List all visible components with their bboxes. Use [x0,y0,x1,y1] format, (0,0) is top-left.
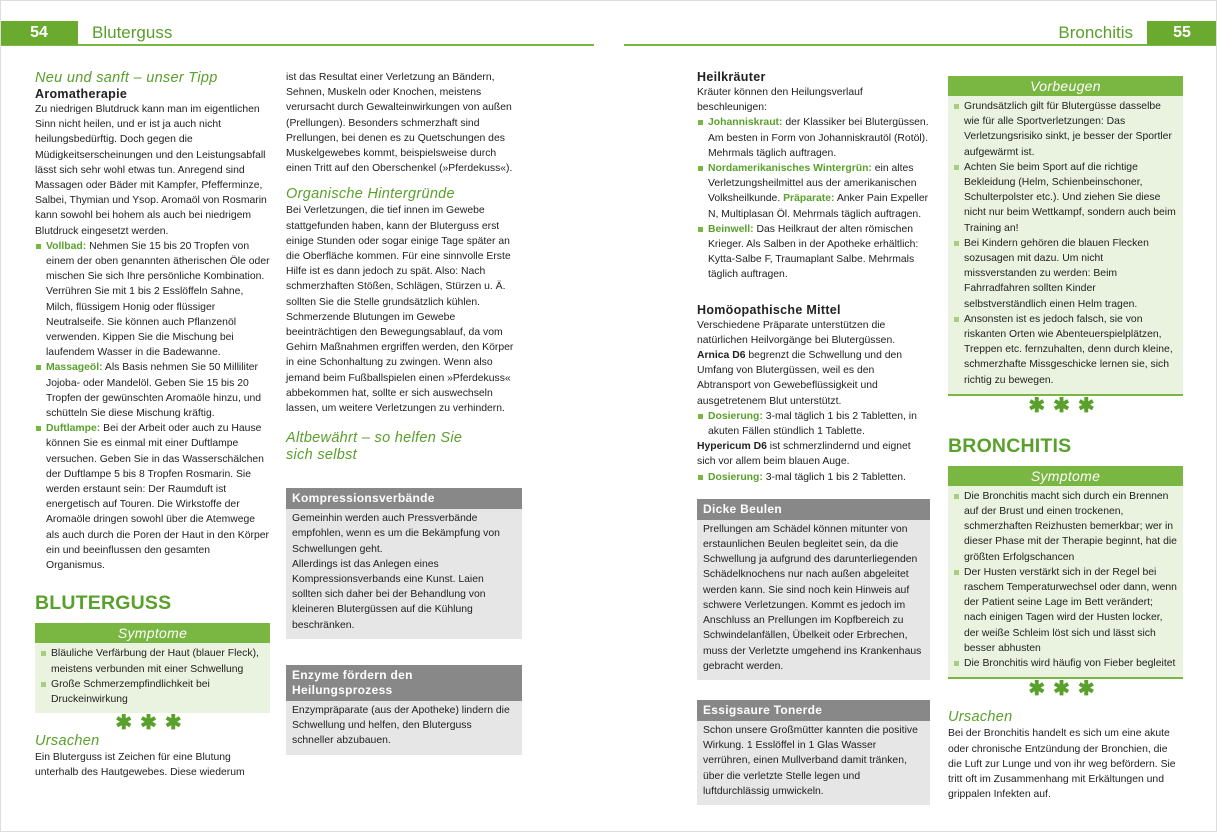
hypericum-text [697,439,930,469]
intro-text: ist das Resultat einer Verletzung an Bändern, Sehnen, Muskeln oder Knochen, meistens verursacht durch Gewalteinwirkungen von außen (Prellungen). Besonders schmerzhaft sind Prellungen, bei denen es zu Quetschungen des Muskelgewebes kommt, beispielsweise durch einen Tritt auf den Oberschenkel (»Pferdekuss«). [286,72,513,175]
tip-heading: Neu und sanft – unser Tipp [35,70,218,86]
symptoms-box [35,623,270,713]
list-item: Die Bronchitis macht sich durch ein Brennen auf der Brust und einen trockenen, schmerzhaften Reizhusten bemerkbar; wer in dieser Phase mit der Therapie beginnt, hat die größten Erfolgschancen [948,489,1183,565]
list-item: Bei Kindern gehören die blauen Flecken sozusagen mit dazu. Um nicht missverstanden zu werden: Beim Fahrradfahren sollten Kinder selbstverständlich einen Helm tragen. [948,236,1183,312]
remedy-desc: ist schmerzlindernd und eignet sich vor allem beim blauen Auge. [697,441,911,468]
list-item: Der Husten verstärkt sich in der Regel bei raschem Temperaturwechsel oder dann, wenn der Patient seine Lage im Bett verändert; nach einigen Tagen wird der Husten locker, der weiße Schleim löst sich und lässt sich besser abhusten [948,565,1183,656]
column-2 [286,70,522,755]
keyword: Präparate: [783,193,835,205]
keyword: Dosierung: [708,471,763,483]
symptoms-box [948,466,1183,677]
list-item [697,470,930,485]
arnica-text [697,348,930,409]
info-box-bumps [697,499,930,680]
column-3 [697,70,930,805]
info-box-compression [286,488,522,639]
right-page-header [624,22,1217,46]
right-page-number: 55 [1147,21,1217,45]
list-item: Ansonsten ist es jedoch falsch, sie von riskanten Orten wie Abenteuerspielplätzen, Treppen etc. fernzuhalten, denn durch kleine, schmerzhafte Missgeschicke lernen sie, sich richtig zu bewegen. [948,312,1183,388]
causes-text: Ein Bluterguss ist Zeichen für eine Blutung unterhalb des Hautgewebes. Diese wiederum [35,752,245,779]
info-box-text-2: Allerdings ist das Anlegen eines Kompressionsverbands eine Kunst. Laien sollten sich daher bei der Behandlung von kleineren Blutergüssen auf die Kühlung beschränken. [292,558,486,631]
list-item [35,421,270,573]
item-text: der Klassiker bei Blutergüssen. Am besten in Form von Johanniskrautöl (Rotöl). Mehrmals täglich auftragen. [708,117,929,159]
list-item: Die Bronchitis wird häufig von Fieber begleitet [948,656,1183,671]
organic-text-2: Schmerzende Blutungen im Gewebe beeinträchtigen den Bewegungsablauf, da vom Gehirn Maßnahmen ergriffen werden, den Körper in eine Schonhaltung zu zwingen. Wenn also jemand beim Fußballspielen einen »Pferdekuss« abbekommen hat, sollte er sich auswechseln lassen, um weitere Verletzungen zu verhindern. [286,311,514,415]
info-box-text: Schon unsere Großmütter kannten die positive Wirkung. 1 Esslöffel in 1 Glas Wasser verrühren, einen Mullverband damit tränken, über die verletzte Stelle legen und luftdurchlässig umwickeln. [703,724,918,797]
list-item [697,222,930,283]
info-box-text: Enzympräparate (aus der Apotheke) lindern die Schwellung und helfen, den Bluterguss schneller abzubauen. [292,704,510,747]
info-box-acetic-clay [697,700,930,805]
symptoms-box-title: Symptome [948,466,1183,486]
keyword: Johanniskraut: [708,117,783,129]
info-box-text: Gemeinhin werden auch Pressverbände empfohlen, wenn es um die Bekämpfung von Schwellungen geht. [292,513,500,555]
keyword: Duftlampe: [46,423,101,435]
organic-text: Bei Verletzungen, die tief innen im Gewebe stattgefunden haben, kann der Bluterguss erst einige Stunden oder sogar einige Tage später an die Oberfläche kommen. Für eine sinnvolle Erste Hilfe ist es dann jedoch zu spät. Also: Nach schmerzhaften Stößen, Schlägen, Stürzen u. Ä. sollten Sie die Stelle grundsätzlich kühlen. [286,205,511,308]
info-box-title: Dicke Beulen [697,499,930,520]
column-1 [35,70,270,781]
list-item [697,115,930,161]
list-item: Bläuliche Verfärbung der Haut (blauer Fleck), meistens verbunden mit einer Schwellung [35,646,270,676]
list-item [697,161,930,222]
info-box-title: Kompressionsverbände [286,488,522,509]
aromatherapy-heading: Aromatherapie [35,87,128,101]
prevention-box-title: Vorbeugen [948,76,1183,96]
list-item: Achten Sie beim Sport auf die richtige Bekleidung (Helm, Schienbeinschoner, Schulterpolster etc.). Und ziehen Sie diese nicht nur beim Wettkampf, sondern auch beim Training an! [948,160,1183,236]
item-text: Das Heilkraut der alten römischen Krieger. Als Salben in der Apotheke erhältlich: Kytta-Salbe F, Traumaplant Salbe. Mehrmals täglich auftragen. [708,223,919,281]
causes-heading: Ursachen [948,709,1013,726]
list-item [35,239,270,361]
list-item [35,360,270,421]
list-item [697,409,930,439]
selfhelp-heading: Altbewährt – so helfen Sie sich selbst [286,430,463,464]
remedy-name: Hypericum D6 [697,441,767,453]
remedy-desc: begrenzt die Schwellung und den Umfang von Blutergüssen, weil es den Abtransport von Gewebeflüssigkeit und ausgetretenem Blut unterstützt. [697,350,903,407]
homeopathy-heading: Homöopathische Mittel [697,302,841,317]
item-text: Nehmen Sie 15 bis 20 Tropfen von einem der oben genannten ätherischen Öle oder mischen Sie sich Ihre persönliche Kombination. Verrühren Sie mit 1 bis 2 Esslöffeln Sahne, Milch, flüssigem Honig oder flüssiger Neutralseife. Sie können auch Pflanzenöl verwenden. Kippen Sie die Mischung bei laufendem Wasser in die Badewanne. [46,240,270,359]
item-text: ein altes Verletzungsheilmittel aus der amerikanischen Volksheilkunde. [708,163,917,205]
symptoms-box-title: Symptome [35,623,270,643]
item-text: 3-mal täglich 1 bis 2 Tabletten, in akuten Fällen stündlich 1 Tablette. [708,410,917,438]
remedy-name: Arnica D6 [697,350,746,362]
info-box-title: Enzyme fördern den Heilungsprozess [286,665,522,701]
star-divider: ✱✱✱ [1028,678,1103,701]
info-box-enzymes [286,665,522,755]
keyword: Massageöl: [46,362,103,374]
star-divider: ✱✱✱ [115,712,190,735]
keyword: Beinwell: [708,223,754,235]
keyword: Dosierung: [708,410,763,422]
item-text: 3-mal täglich 1 bis 2 Tabletten. [762,471,906,483]
left-page-number: 54 [0,21,78,45]
section-title-bluterguss: BLUTERGUSS [35,592,172,615]
keyword: Nordamerikanisches Wintergrün: [708,163,872,175]
item-text: Anker Pain Expeller N, Multiplasan Öl. Mehrmals täglich auftragen. [708,193,929,220]
organic-heading: Organische Hintergründe [286,186,455,203]
homeopathy-intro: Verschiedene Präparate unterstützen die natürlichen Heilvorgänge bei Blutergüssen. [697,319,896,346]
item-text: Bei der Arbeit oder auch zu Hause können Sie es einmal mit einer Duftlampe versuchen. Geben Sie in das Wasserschälchen der Duftlampe 5 bis 8 Tropfen Rosmarin. Sie werden erstaunt sein: Der Raumduft ist energetisch auf Touren. Die Wirkstoffe der Aromaöle dringen sowohl über die Atemwege als auch durch die Poren der Haut in den Körper ein und beeinflussen den gesamten Organismus. [46,423,269,572]
info-box-text: Prellungen am Schädel können mitunter von erstaunlichen Beulen begleitet sein, da die Schwellung ja aufgrund des darunterliegenden Schädelknochens nur nach außen abgeleitet werden kann. Sie sind noch kein Hinweis auf schwere Verletzungen. Kommt es jedoch im Anschluss an Prellungen im Kopfbereich zu Schwindelanfällen, Übelkeit oder Erbrechen, muss der Verletzte umgehend ins Krankenhaus gebracht werden. [703,523,922,672]
causes-text: Bei der Bronchitis handelt es sich um eine akute oder chronische Entzündung der Bronchien, die die Luft zur Lunge und von ihr weg befördern. Sie tritt oft im Zusammenhang mit Erkältungen und grippalen Infekten auf. [948,728,1176,801]
item-text: Als Basis nehmen Sie 50 Milliliter Jojoba- oder Mandelöl. Geben Sie 15 bis 20 Tropfen der gewünschten Aromaöle hinzu, und schütteln Sie diese Mischung kräftig. [46,362,262,420]
herbs-intro: Kräuter können den Heilungsverlauf beschleunigen: [697,87,863,114]
herbs-heading: Heilkräuter [697,70,766,84]
left-running-title: Bluterguss [92,23,173,43]
star-divider: ✱✱✱ [1028,394,1103,417]
section-title-bronchitis: BRONCHITIS [948,434,1072,457]
list-item: Grundsätzlich gilt für Blutergüsse dasselbe wie für alle Sportverletzungen: Das Verletzungsrisiko sinkt, je besser der Sportler aufgewärmt ist. [948,99,1183,160]
prevention-box [948,76,1183,394]
keyword: Vollbad: [46,240,87,252]
aromatherapy-text: Zu niedrigen Blutdruck kann man im eigentlichen Sinn nicht heilen, und er ist ja auch nicht heilungsbedürftig. Doch gegen die Müdigkeitserscheinungen und den Leistungsabfall lässt sich sehr wohl etwas tun. Anregend sind Massagen oder Bäder mit Kampfer, Pfefferminze, Salbei, Thymian und Ysop. Aromaöl von Rosmarin kann sowohl bei hohem als auch bei niedrigem Blutdruck eingesetzt werden. [35,104,267,237]
causes-heading: Ursachen [35,733,100,750]
column-4 [948,76,1183,802]
left-page-header [0,22,594,46]
right-running-title: Bronchitis [1058,23,1133,43]
info-box-title: Essigsaure Tonerde [697,700,930,721]
list-item: Große Schmerzempfindlichkeit bei Druckeinwirkung [35,677,270,707]
